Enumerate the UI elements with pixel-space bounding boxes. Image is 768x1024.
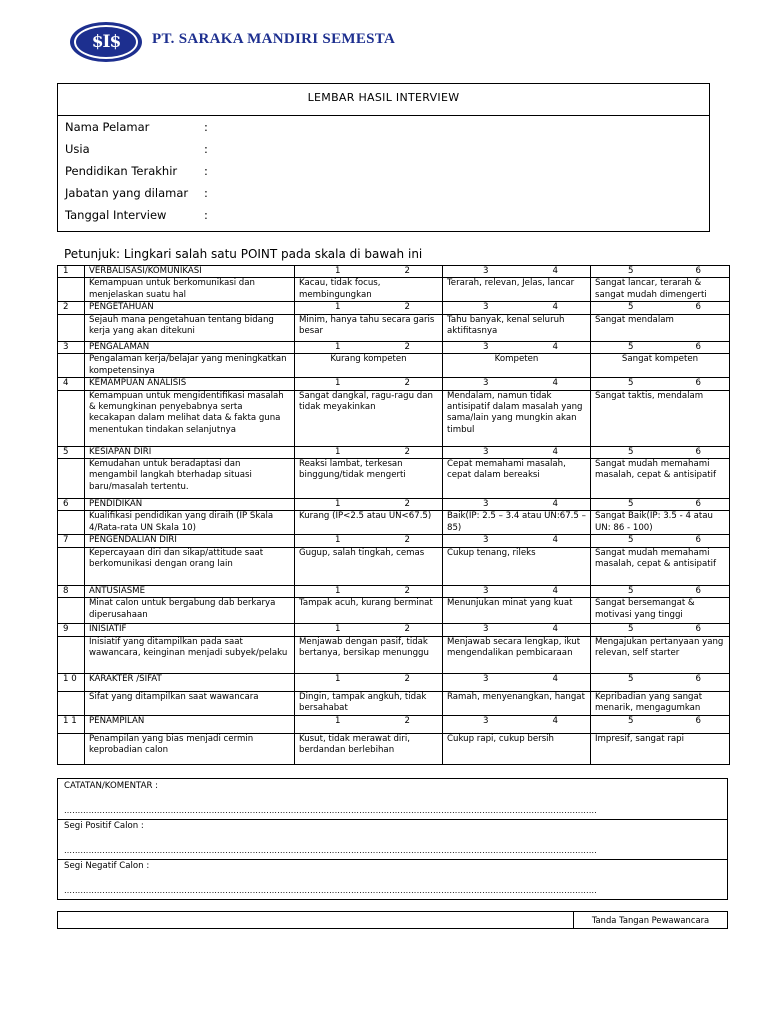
criteria-description: Pengalaman kerja/belajar yang meningkatkan kompetensinya	[85, 354, 295, 378]
positive-dotted-line[interactable]: ……………………………………………………………………………………………………………………………………………………………………………	[64, 846, 597, 855]
score-option[interactable]: 1	[335, 535, 341, 546]
criteria-number-blank	[58, 511, 85, 535]
criteria-name: KESIAPAN DIRI	[85, 446, 295, 458]
score-cell[interactable]	[591, 378, 730, 390]
criteria-description: Minat calon untuk bergabung dab berkarya diperusahaan	[85, 598, 295, 624]
score-cell[interactable]	[295, 446, 443, 458]
criteria-name: PENGALAMAN	[85, 341, 295, 353]
level-high-description: Sangat mudah memahami masalah, cepat & antisipatif	[591, 459, 730, 499]
criteria-header-row	[58, 499, 730, 511]
criteria-header-row	[58, 585, 730, 597]
level-low-description: Kusut, tidak merawat diri, berdandan berlebihan	[295, 733, 443, 764]
score-option[interactable]: 1	[335, 585, 341, 596]
signature-box	[57, 911, 728, 929]
score-option[interactable]: 4	[552, 378, 558, 389]
score-option[interactable]: 4	[552, 266, 558, 276]
score-option[interactable]: 1	[335, 302, 341, 313]
criteria-description-row	[58, 547, 730, 585]
score-option[interactable]: 1	[335, 715, 341, 726]
score-option[interactable]: 2	[404, 499, 410, 510]
notes-dotted-line[interactable]: ……………………………………………………………………………………………………………………………………………………………………………	[64, 806, 597, 815]
level-mid-description: Tahu banyak, kenal seluruh aktifitasnya	[443, 314, 591, 341]
level-high-description: Sangat taktis, mendalam	[591, 390, 730, 446]
positive-label: Segi Positif Calon :	[64, 821, 144, 831]
score-option[interactable]: 6	[695, 673, 701, 684]
level-high-description: Impresif, sangat rapi	[591, 733, 730, 764]
level-mid-description: Menunjukan minat yang kuat	[443, 598, 591, 624]
criteria-description: Kualifikasi pendidikan yang diraih (IP Skala 4/Rata-rata UN Skala 10)	[85, 511, 295, 535]
score-cell[interactable]	[591, 715, 730, 733]
score-option[interactable]: 5	[628, 446, 634, 457]
level-mid-description: Kompeten	[443, 354, 591, 378]
criteria-number-blank	[58, 691, 85, 715]
criteria-number: 2	[58, 302, 85, 314]
score-option[interactable]: 3	[483, 302, 489, 313]
score-cell[interactable]	[295, 715, 443, 733]
score-option[interactable]: 4	[552, 446, 558, 457]
score-cell[interactable]	[295, 266, 443, 278]
score-option[interactable]: 6	[695, 302, 701, 313]
score-option[interactable]: 2	[404, 266, 410, 276]
criteria-name: PENDIDIKAN	[85, 499, 295, 511]
field-label-education: Pendidikan Terakhir	[65, 164, 178, 178]
score-option[interactable]: 5	[628, 302, 634, 313]
criteria-name: PENAMPILAN	[85, 715, 295, 733]
score-cell[interactable]	[443, 673, 591, 691]
score-cell[interactable]	[443, 341, 591, 353]
score-cell[interactable]	[443, 499, 591, 511]
criteria-description: Kemampuan untuk berkomunikasi dan menjelaskan suatu hal	[85, 278, 295, 302]
level-low-description: Menjawab dengan pasif, tidak bertanya, bersikap menunggu	[295, 636, 443, 673]
criteria-name: ANTUSIASME	[85, 585, 295, 597]
instruction-text: Petunjuk: Lingkari salah satu POINT pada skala di bawah ini	[64, 247, 423, 261]
criteria-number-blank	[58, 390, 85, 446]
criteria-description: Kepercayaan diri dan sikap/attitude saat berkomunikasi dengan orang lain	[85, 547, 295, 585]
score-option[interactable]: 3	[483, 266, 489, 276]
score-option[interactable]: 6	[695, 624, 701, 635]
criteria-description-row	[58, 314, 730, 341]
level-high-description: Sangat bersemangat & motivasi yang tinggi	[591, 598, 730, 624]
score-cell[interactable]	[591, 446, 730, 458]
criteria-name: PENGENDALIAN DIRI	[85, 535, 295, 547]
score-option[interactable]: 5	[628, 341, 634, 352]
score-cell[interactable]	[443, 585, 591, 597]
score-option[interactable]: 2	[404, 715, 410, 726]
score-cell[interactable]	[443, 446, 591, 458]
score-cell[interactable]	[295, 341, 443, 353]
score-option[interactable]: 6	[695, 446, 701, 457]
criteria-description-row	[58, 390, 730, 446]
company-name: PT. SARAKA MANDIRI SEMESTA	[152, 31, 396, 47]
criteria-name: KEMAMPUAN ANALISIS	[85, 378, 295, 390]
level-mid-description: Cepat memahami masalah, cepat dalam bereaksi	[443, 459, 591, 499]
criteria-description: Sifat yang ditampilkan saat wawancara	[85, 691, 295, 715]
score-option[interactable]: 6	[695, 715, 701, 726]
criteria-number-blank	[58, 278, 85, 302]
score-cell[interactable]	[295, 378, 443, 390]
score-cell[interactable]	[295, 585, 443, 597]
field-colon: :	[204, 142, 208, 156]
criteria-description-row	[58, 354, 730, 378]
criteria-header-row	[58, 266, 730, 278]
criteria-header-row	[58, 378, 730, 390]
level-low-description: Reaksi lambat, terkesan binggung/tidak mengerti	[295, 459, 443, 499]
score-cell[interactable]	[443, 624, 591, 636]
score-cell[interactable]	[591, 585, 730, 597]
level-mid-description: Mendalam, namun tidak antisipatif dalam masalah yang sama/lain yang mungkin akan timbul	[443, 390, 591, 446]
criteria-description-row	[58, 278, 730, 302]
score-option[interactable]: 2	[404, 535, 410, 546]
score-cell[interactable]	[295, 624, 443, 636]
score-option[interactable]: 1	[335, 624, 341, 635]
score-option[interactable]: 5	[628, 673, 634, 684]
criteria-number: 1 1	[58, 715, 85, 733]
score-option[interactable]: 4	[552, 535, 558, 546]
score-cell[interactable]	[591, 499, 730, 511]
score-cell[interactable]	[295, 673, 443, 691]
criteria-header-row	[58, 624, 730, 636]
criteria-number: 8	[58, 585, 85, 597]
score-option[interactable]: 1	[335, 673, 341, 684]
field-colon: :	[204, 186, 208, 200]
criteria-name: VERBALISASI/KOMUNIKASI	[85, 266, 295, 278]
score-option[interactable]: 6	[695, 585, 701, 596]
notes-label: CATATAN/KOMENTAR :	[64, 781, 159, 791]
level-low-description: Tampak acuh, kurang berminat	[295, 598, 443, 624]
criteria-description: Sejauh mana pengetahuan tentang bidang kerja yang akan ditekuni	[85, 314, 295, 341]
score-cell[interactable]	[295, 499, 443, 511]
criteria-number: 1 0	[58, 673, 85, 691]
criteria-number-blank	[58, 354, 85, 378]
score-option[interactable]: 2	[404, 341, 410, 352]
criteria-number-blank	[58, 459, 85, 499]
criteria-name: PENGETAHUAN	[85, 302, 295, 314]
score-option[interactable]: 4	[552, 673, 558, 684]
score-option[interactable]: 1	[335, 499, 341, 510]
level-low-description: Kurang kompeten	[295, 354, 443, 378]
score-option[interactable]: 3	[483, 499, 489, 510]
level-high-description: Mengajukan pertanyaan yang relevan, self starter	[591, 636, 730, 673]
criteria-number: 7	[58, 535, 85, 547]
level-mid-description: Baik(IP: 2.5 – 3.4 atau UN:67.5 – 85)	[443, 511, 591, 535]
score-cell[interactable]	[443, 302, 591, 314]
criteria-table	[57, 265, 730, 765]
score-option[interactable]: 4	[552, 585, 558, 596]
score-option[interactable]: 5	[628, 624, 634, 635]
score-cell[interactable]	[591, 341, 730, 353]
level-mid-description: Cukup tenang, rileks	[443, 547, 591, 585]
criteria-number: 6	[58, 499, 85, 511]
score-option[interactable]: 3	[483, 378, 489, 389]
score-cell[interactable]	[443, 715, 591, 733]
criteria-number-blank	[58, 547, 85, 585]
score-option[interactable]: 4	[552, 341, 558, 352]
criteria-header-row	[58, 535, 730, 547]
criteria-description-row	[58, 598, 730, 624]
score-option[interactable]: 3	[483, 535, 489, 546]
form-title: LEMBAR HASIL INTERVIEW	[58, 84, 709, 116]
level-high-description: Sangat kompeten	[591, 354, 730, 378]
score-cell[interactable]	[443, 535, 591, 547]
score-option[interactable]: 3	[483, 673, 489, 684]
score-option[interactable]: 3	[483, 585, 489, 596]
criteria-description-row	[58, 459, 730, 499]
score-option[interactable]: 4	[552, 624, 558, 635]
level-high-description: Sangat Baik(IP: 3.5 - 4 atau UN: 86 - 100)	[591, 511, 730, 535]
score-option[interactable]: 3	[483, 341, 489, 352]
level-low-description: Kacau, tidak focus, membingungkan	[295, 278, 443, 302]
criteria-description-row	[58, 636, 730, 673]
field-label-position: Jabatan yang dilamar	[65, 186, 189, 200]
field-label-age: Usia	[65, 142, 90, 156]
level-low-description: Gugup, salah tingkah, cemas	[295, 547, 443, 585]
score-option[interactable]: 3	[483, 715, 489, 726]
score-option[interactable]: 3	[483, 446, 489, 457]
level-low-description: Minim, hanya tahu secara garis besar	[295, 314, 443, 341]
level-low-description: Kurang (IP<2.5 atau UN<67.5)	[295, 511, 443, 535]
field-colon: :	[204, 120, 208, 134]
criteria-description: Kemampuan untuk mengidentifikasi masalah & kemungkinan penyebabnya serta kecakapan dalam melihat data & fakta guna menentukan tindakan selanjutnya	[85, 390, 295, 446]
criteria-header-row	[58, 341, 730, 353]
signature-label[interactable]: Tanda Tangan Pewawancara	[573, 912, 727, 928]
score-option[interactable]: 5	[628, 535, 634, 546]
criteria-description-row	[58, 511, 730, 535]
criteria-header-row	[58, 302, 730, 314]
criteria-header-row	[58, 673, 730, 691]
criteria-number: 1	[58, 266, 85, 278]
score-option[interactable]: 5	[628, 266, 634, 276]
score-option[interactable]: 2	[404, 585, 410, 596]
score-option[interactable]: 5	[628, 499, 634, 510]
score-cell[interactable]	[591, 302, 730, 314]
score-option[interactable]: 4	[552, 499, 558, 510]
score-option[interactable]: 2	[404, 302, 410, 313]
score-option[interactable]: 2	[404, 378, 410, 389]
criteria-number: 5	[58, 446, 85, 458]
score-option[interactable]: 5	[628, 715, 634, 726]
score-option[interactable]: 6	[695, 266, 701, 276]
field-label-name: Nama Pelamar	[65, 120, 150, 134]
level-high-description: Sangat lancar, terarah & sangat mudah dimengerti	[591, 278, 730, 302]
positive-row	[58, 819, 727, 860]
logo-text: $I$	[74, 25, 138, 59]
score-option[interactable]: 1	[335, 266, 341, 276]
score-cell[interactable]	[295, 535, 443, 547]
negative-dotted-line[interactable]: ……………………………………………………………………………………………………………………………………………………………………………	[64, 886, 597, 895]
criteria-description: Penampilan yang bias menjadi cermin keprobadian calon	[85, 733, 295, 764]
level-mid-description: Cukup rapi, cukup bersih	[443, 733, 591, 764]
level-mid-description: Ramah, menyenangkan, hangat	[443, 691, 591, 715]
criteria-number: 9	[58, 624, 85, 636]
applicant-info-box	[57, 83, 710, 232]
level-mid-description: Menjawab secara lengkap, ikut mengendalikan pembicaraan	[443, 636, 591, 673]
score-option[interactable]: 6	[695, 378, 701, 389]
score-option[interactable]: 1	[335, 378, 341, 389]
score-option[interactable]: 6	[695, 499, 701, 510]
level-mid-description: Terarah, relevan, Jelas, lancar	[443, 278, 591, 302]
negative-row	[58, 859, 727, 899]
score-option[interactable]: 1	[335, 446, 341, 457]
criteria-description-row	[58, 691, 730, 715]
negative-label: Segi Negatif Calon :	[64, 861, 150, 871]
criteria-number-blank	[58, 733, 85, 764]
level-high-description: Kepribadian yang sangat menarik, mengagumkan	[591, 691, 730, 715]
score-cell[interactable]	[443, 378, 591, 390]
score-option[interactable]: 3	[483, 624, 489, 635]
score-option[interactable]: 2	[404, 446, 410, 457]
criteria-number-blank	[58, 598, 85, 624]
score-cell[interactable]	[443, 266, 591, 278]
notes-row	[58, 779, 727, 820]
score-option[interactable]: 2	[404, 624, 410, 635]
score-option[interactable]: 6	[695, 341, 701, 352]
score-option[interactable]: 4	[552, 715, 558, 726]
level-low-description: Dingin, tampak angkuh, tidak bersahabat	[295, 691, 443, 715]
field-colon: :	[204, 164, 208, 178]
score-cell[interactable]	[591, 624, 730, 636]
field-colon: :	[204, 208, 208, 222]
score-option[interactable]: 1	[335, 341, 341, 352]
criteria-header-row	[58, 715, 730, 733]
criteria-number: 3	[58, 341, 85, 353]
criteria-description-row	[58, 733, 730, 764]
level-low-description: Sangat dangkal, ragu-ragu dan tidak meyakinkan	[295, 390, 443, 446]
criteria-header-row	[58, 446, 730, 458]
criteria-description: Kemudahan untuk beradaptasi dan mengambil langkah bterhadap situasi baru/masalah tertentu.	[85, 459, 295, 499]
score-option[interactable]: 5	[628, 378, 634, 389]
field-label-date: Tanggal Interview	[65, 208, 167, 222]
level-high-description: Sangat mendalam	[591, 314, 730, 341]
score-option[interactable]: 5	[628, 585, 634, 596]
criteria-number: 4	[58, 378, 85, 390]
criteria-number-blank	[58, 314, 85, 341]
score-cell[interactable]	[591, 266, 730, 278]
score-option[interactable]: 4	[552, 302, 558, 313]
criteria-description: Inisiatif yang ditampilkan pada saat wawancara, keinginan menjadi subyek/pelaku	[85, 636, 295, 673]
criteria-name: KARAKTER /SIFAT	[85, 673, 295, 691]
score-cell[interactable]	[591, 673, 730, 691]
company-logo	[70, 22, 142, 62]
criteria-name: INISIATIF	[85, 624, 295, 636]
score-cell[interactable]	[591, 535, 730, 547]
score-cell[interactable]	[295, 302, 443, 314]
score-option[interactable]: 6	[695, 535, 701, 546]
criteria-number-blank	[58, 636, 85, 673]
level-high-description: Sangat mudah memahami masalah, cepat & antisipatif	[591, 547, 730, 585]
score-option[interactable]: 2	[404, 673, 410, 684]
notes-box	[57, 778, 728, 900]
